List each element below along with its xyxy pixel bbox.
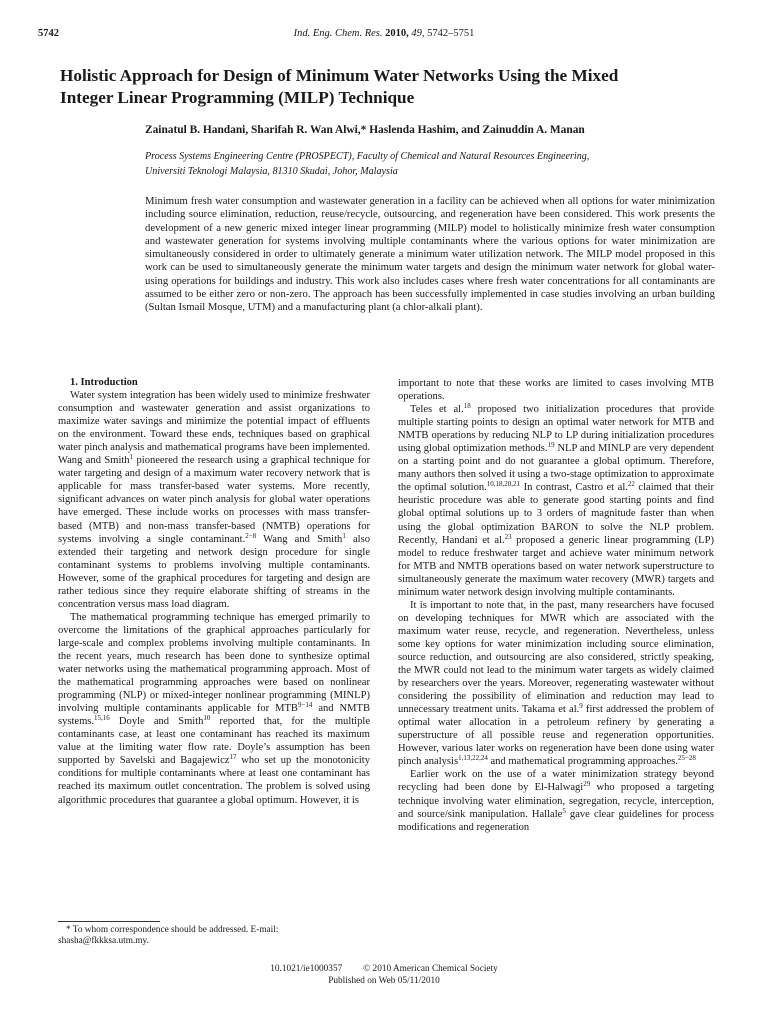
- affiliation: [145, 150, 738, 179]
- citation[interactable]: 10: [203, 714, 211, 723]
- citation[interactable]: 2−8: [245, 531, 257, 540]
- correspondence-footnote: * To whom correspondence should be addressed. E-mail: shasha@fkkksa.utm.my.: [58, 925, 279, 947]
- page-number: 5742: [38, 28, 59, 39]
- copyright: © 2010 American Chemical Society: [363, 964, 498, 974]
- citation[interactable]: 19: [547, 441, 555, 450]
- title-line-2: Integer Linear Programming (MILP) Technique: [60, 87, 415, 107]
- doi[interactable]: 10.1021/ie1000357: [270, 964, 343, 974]
- section-heading-introduction: 1. Introduction: [70, 377, 138, 388]
- footnote-rule: [58, 921, 160, 922]
- footer-line-1: [0, 963, 768, 975]
- citation[interactable]: 5: [562, 806, 566, 815]
- citation[interactable]: 9−14: [297, 701, 313, 710]
- publication-date: Published on Web 05/11/2010: [328, 976, 440, 986]
- paper-title: [60, 65, 728, 108]
- continued-paragraph: important to note that these works are limited to cases involving MTB operations.: [398, 378, 714, 403]
- citation[interactable]: 25−28: [677, 754, 696, 763]
- affiliation-line-2: Universiti Teknologi Malaysia, 81310 Skudai, Johor, Malaysia: [145, 165, 398, 177]
- journal-volume: 49,: [411, 28, 425, 39]
- citation[interactable]: 1: [342, 531, 346, 540]
- citation[interactable]: 18: [463, 402, 471, 411]
- citation[interactable]: 9: [579, 702, 583, 711]
- intro-paragraph-1: Water system integration has been widely used to minimize freshwater consumption and wastewater generation and assist organizations to maximize water savings and minimize the potential impact of effluents on the environment. Toward these ends, techniques based on graphical water pinch analysis and mathematical programs have been implemented. Wang and Smith$^1$ pioneered the research using a graphical technique for water targeting and design of a maximum water recovery network that is applicable for mass transfer-based water systems. More recently, significant advances on water pinch analysis for global water operations have emerged. These include works on processes with mass transfer-based (MTB) and non-mass transfer-based (NMTB) operations for systems involving a single contaminant.$^{2-8}$ Wang and Smith$^1$ also extended their targeting and network design procedure for single contaminant systems to problems involving multiple contaminants. However, some of the graphical procedures for targeting and design are rather tedious since they require elaborate shifting of streams in the concentration versus mass load diagram.: [58, 390, 370, 610]
- intro-paragraph-2: The mathematical programming technique has emerged primarily to overcome the limitations of the graphical approaches particularly for large-scale and complex problems involving multiple contaminants. In the recent years, much research has been done to synthesize optimal water networks using the mathematical programming approach. Most of the mathematical programming approaches were based on nonlinear programming (NLP) or mixed-integer nonlinear programming (MINLP) involving multiple contaminants applicable for $MTB^{9-14}$ and NMTB systems.$^{15,16}$ Doyle and Smith$^{10}$ reported that, for the multiple contaminants case, at least one contaminant has reached its maximum value at the limiting water flow rate. Doyle’s assumption has been supported by Savelski and Bagajewicz$^{17}$ who set up the monotonicity conditions for multiple contaminants where at least one contaminant has reached its maximum outlet concentration. The problem is solved using algorithmic procedures that guarantee a global optimum. However, it is: [58, 611, 370, 806]
- left-column: [58, 376, 370, 807]
- citation[interactable]: 17: [229, 753, 237, 762]
- page-footer: [0, 963, 768, 987]
- right-column: [398, 377, 714, 834]
- journal-name: Ind. Eng. Chem. Res.: [293, 28, 383, 39]
- citation[interactable]: 29: [583, 780, 591, 789]
- author-list: Zainatul B. Handani, Sharifah R. Wan Alwi,* Haslenda Hashim, and Zainuddin A. Manan: [145, 124, 585, 136]
- journal-pages: 5742–5751: [427, 28, 475, 39]
- citation[interactable]: 1,13,22,24: [458, 754, 488, 763]
- intro-paragraph-5: Earlier work on the use of a water minimization strategy beyond recycling had been done by El-Halwagi$^{29}$ who proposed a targeting technique involving water elimination, segregation, recycle, interception, and source/sink manipulation. Hallale$^5$ gave clear guidelines for process modifications and regeneration: [398, 769, 715, 833]
- abstract: Minimum fresh water consumption and wastewater generation in a facility can be achieved when all options for water minimization including source elimination, reduction, reuse/recycle, outsourcing, and regeneration have been considered. This work presents the development of a new generic mixed integer linear programming (MILP) model to holistically minimize fresh water consumption and wastewater generation for systems involving multiple contaminants where the various options for water minimization are simultaneously considered in order to ultimately generate a minimum water utilization network. The MILP model proposed in this work can be used to simultaneously generate the minimum water targets and design the minimum water network for global water-using operations for buildings and industry. This work also includes cases where fresh water concentrations for all contaminants are assumed to be either zero or non-zero. The approach has been successfully implemented in case studies involving an urban building (Sultan Ismail Mosque, UTM) and a manufacturing plant (a chlor-alkali plant).: [145, 195, 715, 314]
- citation[interactable]: 15,16: [94, 714, 110, 723]
- citation[interactable]: 1: [129, 453, 134, 462]
- affiliation-line-1: Process Systems Engineering Centre (PROSPECT), Faculty of Chemical and Natural Resources Engineering,: [145, 151, 590, 162]
- title-line-1: Holistic Approach for Design of Minimum Water Networks Using the Mixed: [60, 66, 619, 85]
- intro-paragraph-4: It is important to note that, in the past, many researchers have focused on developing techniques for MWR which are associated with the maximum water reuse, recycle, and regeneration. Nevertheless, unless some key options for water minimization including source elimination, source reduction, and outsourcing are also considered, strictly speaking, the MWR could not lead to the minimum water targets as widely claimed by researchers over the years. Moreover, regenerating wastewater without considering the possibility of elimination and reduction may lead to unnecessary treatment units. Takama et al.$^9$ first addressed the problem of optimal water allocation in a petroleum refinery by generating a superstructure of all possible reuse and regeneration opportunities. However, various later works on regeneration have been done using water pinch analysis$^{1,13,22,24}$ and mathematical programming approaches.$^{25-28}$: [398, 599, 715, 768]
- citation[interactable]: 10,18,20,21: [486, 480, 521, 489]
- journal-year: 2010,: [385, 28, 409, 39]
- running-header: [38, 28, 730, 44]
- citation[interactable]: 22: [627, 480, 635, 489]
- intro-paragraph-3: Teles et al.$^{18}$ proposed two initialization procedures that provide multiple starting points to design an optimal water network for MTB and NMTB operations by reducing NLP to LP during initialization procedures using global optimization methods.$^{19}$ NLP and MINLP are very dependent on a starting point and do not guarantee a global optimum. Therefore, many authors then solved it using a two-stage optimization to approximate the optimal solution.$^{10,18,20,21}$ In contrast, Castro et al.$^{22}$ claimed that their heuristic procedure was able to generate good starting points and find global optimal solutions up to 3 orders of magnitude faster than when using the global optimization BARON to solve the NLP problem. Recently, Handani et al.$^{23}$ proposed a generic linear programming (LP) model to reduce freshwater target and achieve water minimum network for MTB and NMTB operations based on water network superstructure to simultaneously generate the maximum water recovery (MWR) targets and minimum water network design involving multiple contaminants.: [398, 402, 714, 598]
- citation[interactable]: 23: [504, 532, 512, 541]
- journal-citation: [38, 28, 730, 39]
